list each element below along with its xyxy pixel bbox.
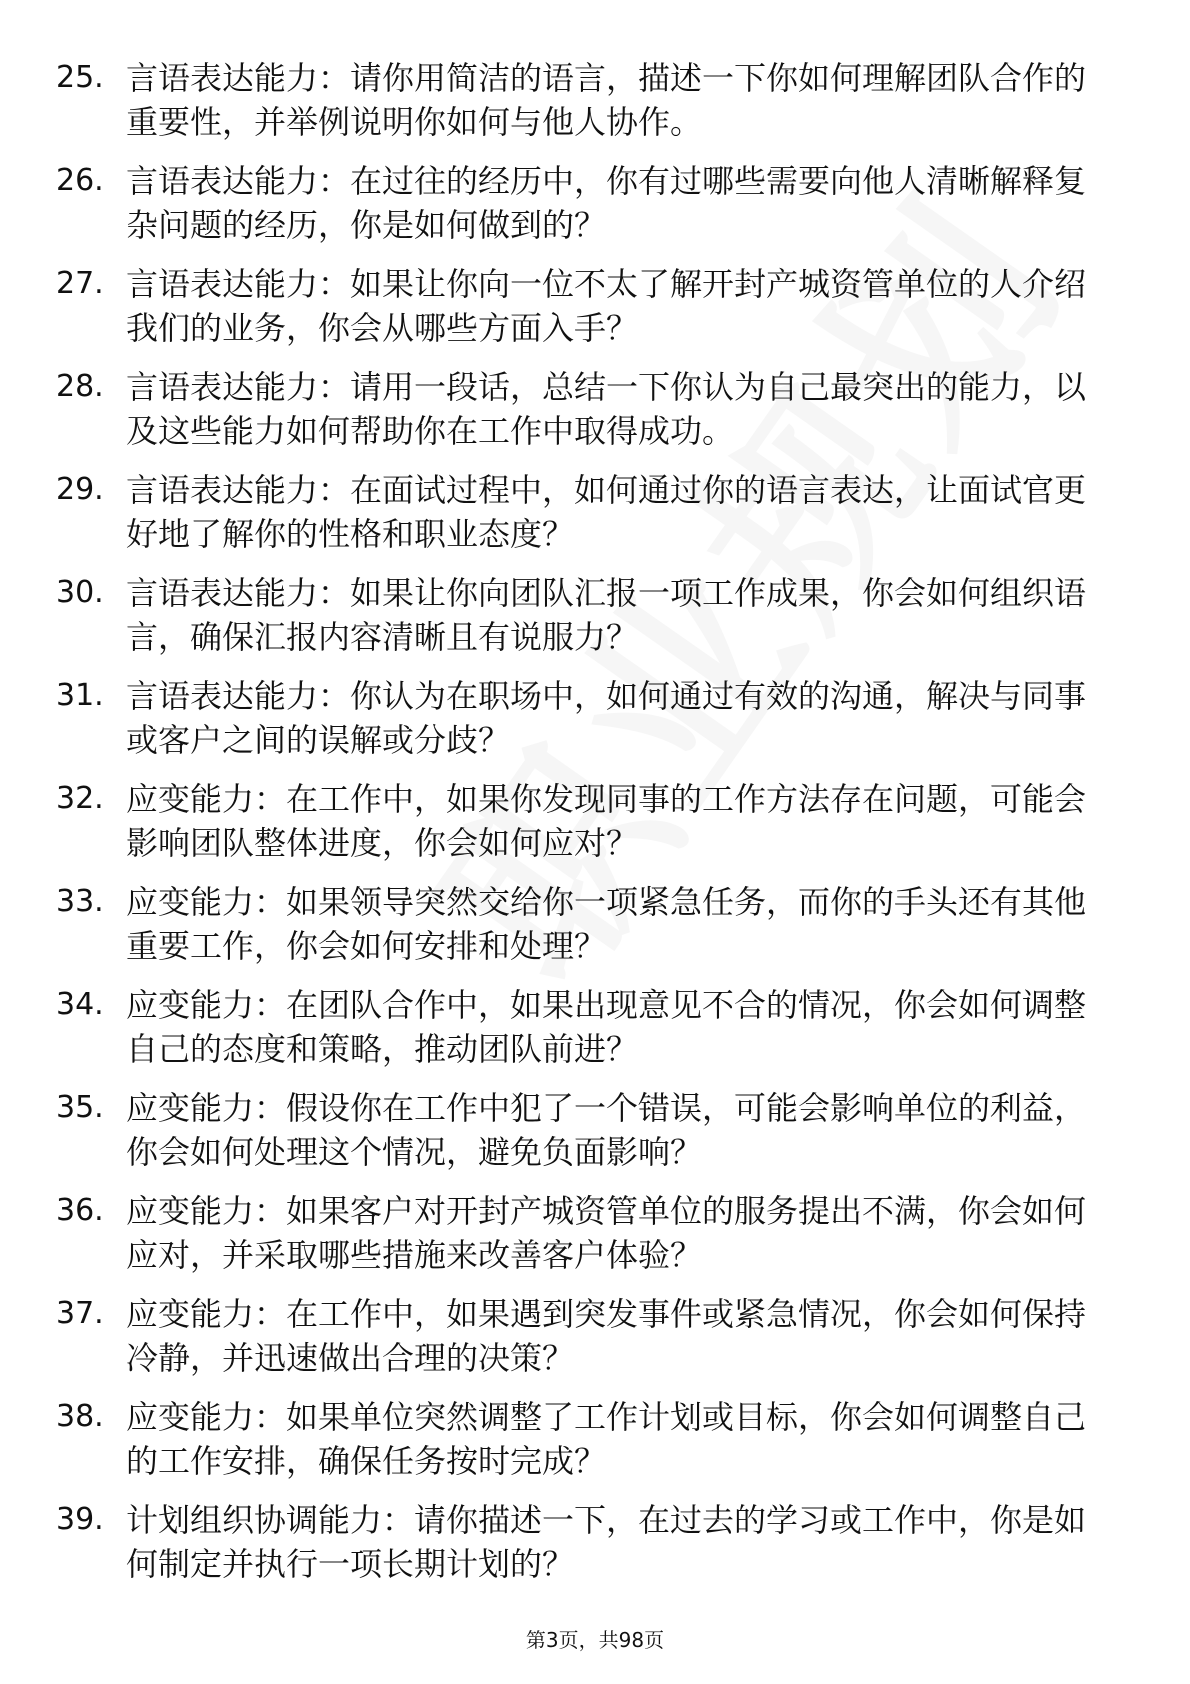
page-footer: 第3页，共98页 bbox=[525, 1628, 665, 1652]
question-number: 26. bbox=[56, 163, 104, 198]
question-number: 39. bbox=[56, 1502, 104, 1537]
question-text: 言语表达能力：如果让你向团队汇报一项工作成果，你会如何组织语言，确保汇报内容清晰且有说服力？ bbox=[126, 574, 1087, 656]
question-number: 28. bbox=[56, 369, 104, 404]
question-number: 29. bbox=[56, 472, 104, 507]
question-text: 应变能力：在工作中，如果你发现同事的工作方法存在问题，可能会影响团队整体进度，你会如何应对？ bbox=[126, 780, 1087, 862]
question-text: 计划组织协调能力：请你描述一下，在过去的学习或工作中，你是如何制定并执行一项长期计划的？ bbox=[126, 1501, 1087, 1583]
question-text: 言语表达能力：如果让你向一位不太了解开封产城资管单位的人介绍我们的业务，你会从哪些方面入手？ bbox=[126, 265, 1087, 347]
list-item bbox=[56, 674, 1116, 762]
question-text: 言语表达能力：请用一段话，总结一下你认为自己最突出的能力，以及这些能力如何帮助你在工作中取得成功。 bbox=[126, 368, 1087, 450]
question-number: 33. bbox=[56, 884, 104, 919]
list-item bbox=[56, 56, 1116, 144]
list-item bbox=[56, 777, 1116, 865]
question-text: 言语表达能力：请你用简洁的语言，描述一下你如何理解团队合作的重要性，并举例说明你如何与他人协作。 bbox=[126, 59, 1087, 141]
list-item bbox=[56, 1189, 1116, 1277]
question-number: 36. bbox=[56, 1193, 104, 1228]
list-item bbox=[56, 983, 1116, 1071]
list-item bbox=[56, 468, 1116, 556]
question-text: 应变能力：在工作中，如果遇到突发事件或紧急情况，你会如何保持冷静，并迅速做出合理的决策？ bbox=[126, 1295, 1087, 1377]
question-text: 言语表达能力：你认为在职场中，如何通过有效的沟通，解决与同事或客户之间的误解或分歧？ bbox=[126, 677, 1087, 759]
list-item bbox=[56, 880, 1116, 968]
question-number: 31. bbox=[56, 678, 104, 713]
question-number: 37. bbox=[56, 1296, 104, 1331]
question-number: 27. bbox=[56, 266, 104, 301]
question-list bbox=[56, 56, 1116, 1601]
list-item bbox=[56, 1292, 1116, 1380]
question-number: 32. bbox=[56, 781, 104, 816]
question-number: 30. bbox=[56, 575, 104, 610]
question-text: 应变能力：在团队合作中，如果出现意见不合的情况，你会如何调整自己的态度和策略，推动团队前进？ bbox=[126, 986, 1087, 1068]
list-item bbox=[56, 1498, 1116, 1586]
question-text: 应变能力：如果单位突然调整了工作计划或目标，你会如何调整自己的工作安排，确保任务按时完成？ bbox=[126, 1398, 1087, 1480]
question-number: 38. bbox=[56, 1399, 104, 1434]
list-item bbox=[56, 571, 1116, 659]
question-text: 言语表达能力：在面试过程中，如何通过你的语言表达，让面试官更好地了解你的性格和职业态度？ bbox=[126, 471, 1087, 553]
question-text: 言语表达能力：在过往的经历中，你有过哪些需要向他人清晰解释复杂问题的经历，你是如何做到的？ bbox=[126, 162, 1087, 244]
question-text: 应变能力：假设你在工作中犯了一个错误，可能会影响单位的利益，你会如何处理这个情况，避免负面影响？ bbox=[126, 1089, 1087, 1171]
question-text: 应变能力：如果领导突然交给你一项紧急任务，而你的手头还有其他重要工作，你会如何安排和处理？ bbox=[126, 883, 1087, 965]
list-item bbox=[56, 1086, 1116, 1174]
question-text: 应变能力：如果客户对开封产城资管单位的服务提出不满，你会如何应对，并采取哪些措施来改善客户体验？ bbox=[126, 1192, 1087, 1274]
question-number: 34. bbox=[56, 987, 104, 1022]
question-number: 35. bbox=[56, 1090, 104, 1125]
list-item bbox=[56, 159, 1116, 247]
list-item bbox=[56, 365, 1116, 453]
list-item bbox=[56, 262, 1116, 350]
question-number: 25. bbox=[56, 60, 104, 95]
list-item bbox=[56, 1395, 1116, 1483]
